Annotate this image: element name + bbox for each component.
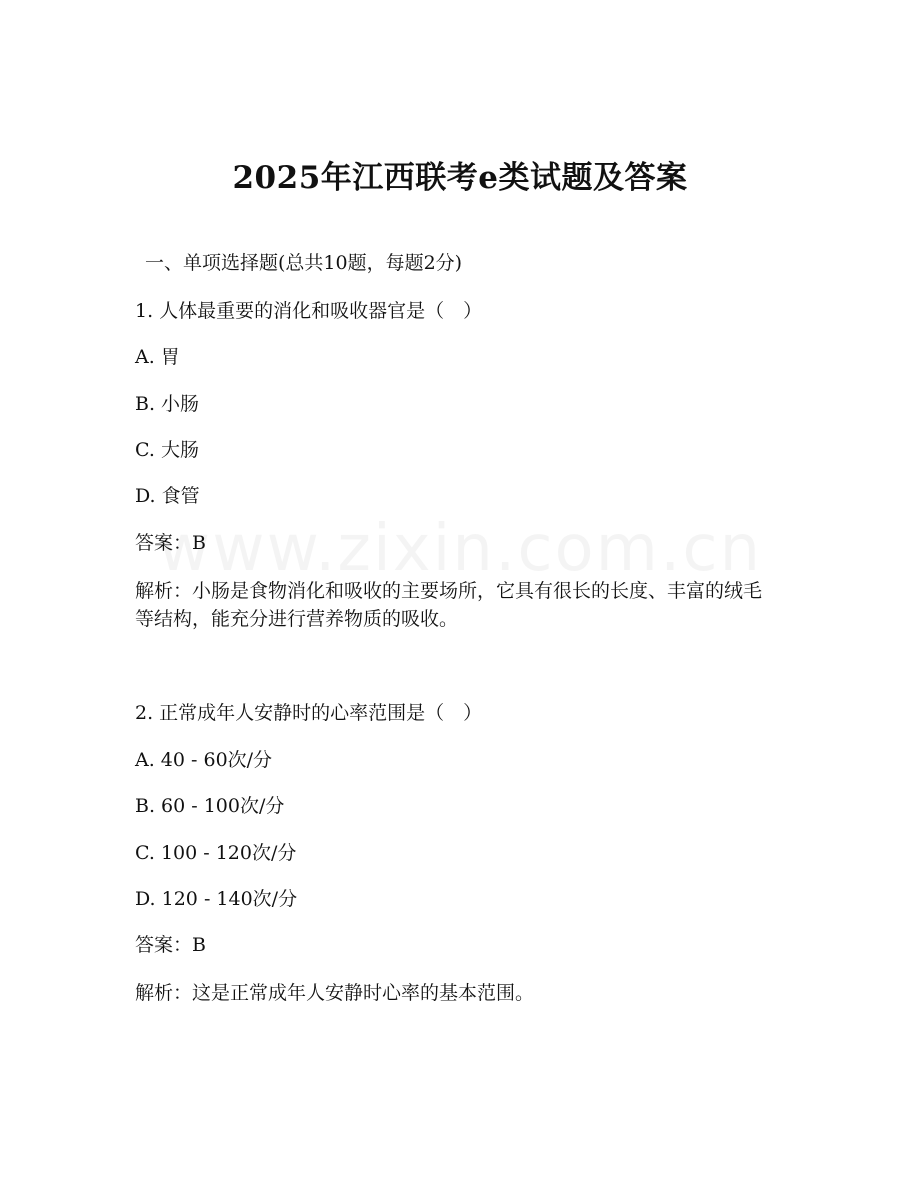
question-2-stem: 2. 正常成年人安静时的心率范围是（ ） (135, 702, 483, 724)
question-2-answer: 答案：B (135, 934, 206, 956)
question-2-option-a: A. 40 - 60次/分 (135, 749, 273, 771)
question-1-option-b: B. 小肠 (135, 393, 200, 415)
question-1-option-a: A. 胃 (135, 346, 180, 368)
question-1-option-d: D. 食管 (135, 485, 200, 507)
section-heading: 一、单项选择题(总共10题，每题2分) (145, 252, 463, 274)
question-1-option-c: C. 大肠 (135, 439, 199, 461)
page-title: 2025年江西联考e类试题及答案 (232, 160, 688, 196)
question-2-explanation: 解析：这是正常成年人安静时心率的基本范围。 (135, 982, 535, 1004)
question-2-option-c: C. 100 - 120次/分 (135, 842, 297, 864)
question-1-explanation: 解析：小肠是食物消化和吸收的主要场所，它具有很长的长度、丰富的绒毛等结构，能充分进行营养物质的吸收。 (135, 580, 763, 630)
question-1-stem: 1. 人体最重要的消化和吸收器官是（ ） (135, 300, 483, 322)
question-2-option-d: D. 120 - 140次/分 (135, 888, 298, 910)
question-2-option-b: B. 60 - 100次/分 (135, 795, 285, 817)
question-1-answer: 答案：B (135, 532, 206, 554)
